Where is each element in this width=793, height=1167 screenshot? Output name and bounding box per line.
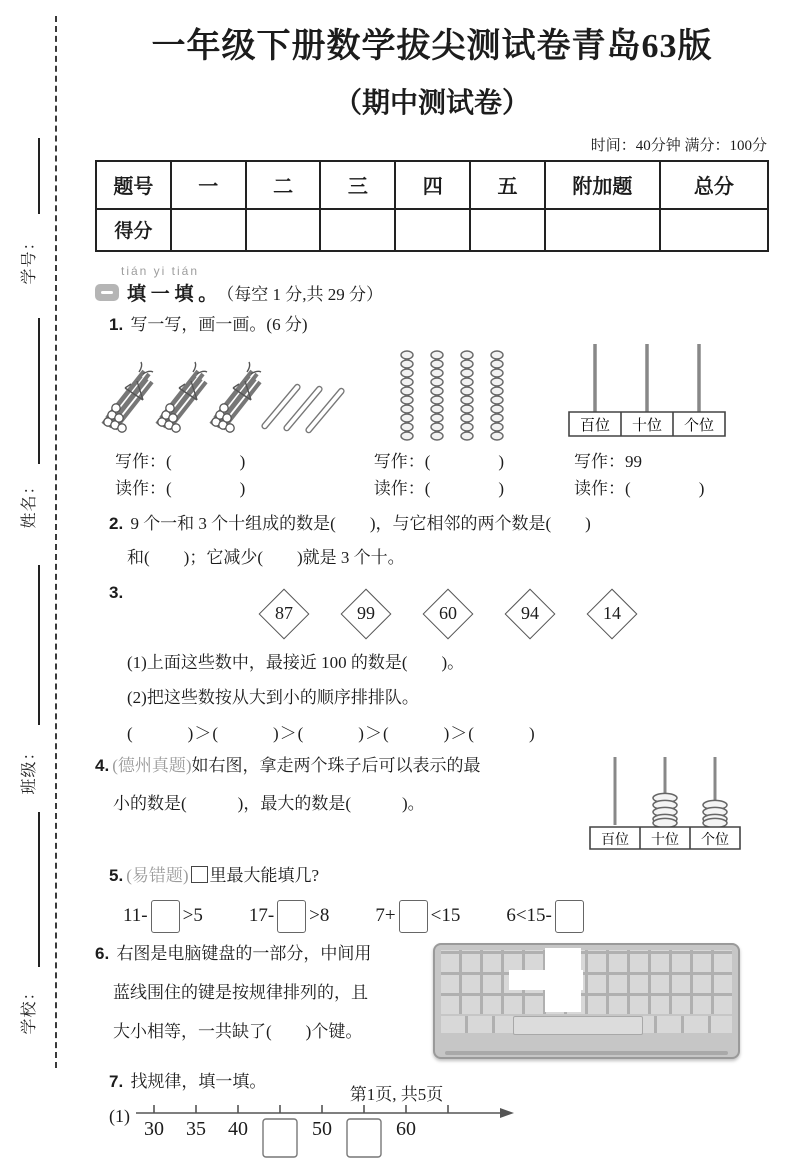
- score-cell: [320, 209, 395, 251]
- q4-source-tag: (德州真题): [112, 755, 192, 775]
- class-label: 班级：: [21, 743, 38, 795]
- school-label: 学校：: [21, 983, 38, 1035]
- score-col-4: 四: [395, 161, 470, 209]
- answer-box: [347, 1119, 381, 1157]
- q6-number: 6.: [95, 943, 110, 963]
- diamond-87: 87: [258, 588, 309, 639]
- q5-text: 里最大能填几?: [209, 866, 320, 886]
- q7-number: 7.: [109, 1071, 124, 1091]
- q6-line1: 右图是电脑键盘的一部分，中间用: [116, 943, 372, 963]
- q1-text: 写一写，画一画。(6 分): [130, 314, 308, 334]
- keyboard-keys: [441, 950, 732, 1014]
- q3-sub2: (2)把这些数按从大到小的顺序排排队。: [127, 688, 419, 708]
- class-blank-line: [38, 565, 40, 725]
- score-row-label: 得分: [96, 209, 171, 251]
- q4-place-tens: 十位: [651, 832, 679, 848]
- page-footer: 第1页, 共5页: [349, 1085, 444, 1104]
- q2-line2: 和( )；它减少( )就是 3 个十。: [127, 548, 405, 568]
- bead-sticks-figure: [350, 350, 555, 447]
- question-4: [95, 753, 769, 859]
- answer-box: [277, 900, 306, 933]
- q1-col1-read: 读作：( ): [115, 479, 246, 499]
- section-number-icon: [95, 284, 119, 301]
- score-cell: [395, 209, 470, 251]
- section-1-header: [95, 264, 769, 306]
- score-col-1: 一: [171, 161, 246, 209]
- section-1-title: 填 一 填 。: [127, 283, 218, 305]
- tick-label-30: 30: [144, 1117, 164, 1140]
- score-col-2: 二: [246, 161, 321, 209]
- score-col-3: 三: [320, 161, 395, 209]
- score-cell: [545, 209, 660, 251]
- time-score-meta: 时间：40分钟 满分：100分: [590, 137, 767, 154]
- q5-expression-2: 17- >8: [249, 900, 330, 933]
- score-cell: [246, 209, 321, 251]
- score-table: [95, 160, 769, 252]
- q1-col1-write: 写作：( ): [115, 451, 246, 471]
- q5-square-icon: [191, 866, 208, 883]
- q3-order-blanks: ( )＞( )＞( )＞( )＞( ): [127, 723, 536, 743]
- name-blank-line: [38, 318, 40, 464]
- q5-expressions: [109, 900, 769, 933]
- answer-box: [399, 900, 428, 933]
- question-6: [95, 941, 769, 1059]
- arrow-icon: [500, 1108, 514, 1118]
- page-title: 一年级下册数学拔尖测试卷青岛63版: [151, 28, 713, 65]
- page-subtitle: （期中测试卷）: [333, 87, 530, 119]
- question-3: [95, 580, 769, 747]
- q1-answer-row-write: [95, 450, 769, 475]
- q2-line1: 9 个一和 3 个十组成的数是( )，与它相邻的两个数是( ): [130, 514, 591, 534]
- score-col-bonus: 附加题: [545, 161, 660, 209]
- keyboard-spacebar: [513, 1016, 643, 1035]
- q5-number: 5.: [109, 866, 124, 886]
- section-1-note: （每空 1 分,共 29 分）: [217, 284, 384, 304]
- diamond-99: 99: [340, 588, 391, 639]
- score-col-5: 五: [470, 161, 545, 209]
- q1-number: 1.: [109, 314, 124, 334]
- q1-place-tens: 十位: [631, 417, 663, 434]
- q4-line1: 如右图，拿走两个珠子后可以表示的最: [191, 755, 481, 775]
- q3-diamond-row: [126, 590, 769, 638]
- tick-label-50: 50: [312, 1117, 332, 1140]
- tick-label-35: 35: [186, 1117, 206, 1140]
- score-table-score-row: [96, 209, 768, 251]
- q6-line2: 蓝线围住的键是按规律排列的，且: [113, 982, 368, 1002]
- number-line-figure: [130, 1101, 530, 1167]
- score-col-label: 题号: [96, 161, 171, 209]
- keyboard-missing-keys-gap: [509, 970, 583, 990]
- score-cell: [171, 209, 246, 251]
- tick-label-40: 40: [228, 1117, 248, 1140]
- question-2: [95, 511, 769, 572]
- score-col-total: 总分: [660, 161, 768, 209]
- q1-place-ones: 个位: [683, 417, 715, 434]
- q5-expression-4: 6<15-: [506, 900, 587, 933]
- answer-box: [555, 900, 584, 933]
- q7-sub-number: (1): [109, 1105, 130, 1126]
- score-cell: [470, 209, 545, 251]
- q5-expression-3: 7+ <15: [375, 900, 460, 933]
- answer-box: [151, 900, 180, 933]
- seal-dashed-line: [55, 16, 57, 1068]
- q7-text: 找规律，填一填。: [130, 1071, 267, 1091]
- q5-tag: (易错题): [126, 866, 189, 886]
- score-table-header-row: [96, 161, 768, 209]
- q4-line2: 小的数是( )，最大的数是( )。: [113, 794, 425, 814]
- empty-abacus-figure: [555, 342, 765, 447]
- section-1-pinyin: tián yi tián: [121, 263, 200, 278]
- q4-place-hundreds: 百位: [601, 832, 629, 848]
- diamond-60: 60: [422, 588, 473, 639]
- question-1: [95, 312, 769, 338]
- diamond-94: 94: [504, 588, 555, 639]
- tick-label-60: 60: [396, 1117, 416, 1140]
- q6-line3: 大小相等，一共缺了( )个键。: [113, 1022, 363, 1042]
- school-blank-line: [38, 812, 40, 967]
- q3-number: 3.: [109, 582, 124, 602]
- q4-place-ones: 个位: [701, 832, 729, 848]
- answer-box: [263, 1119, 297, 1157]
- q1-col3-write: 写作：99: [574, 451, 643, 471]
- stick-bundles-figure: [95, 350, 350, 447]
- q1-place-hundreds: 百位: [579, 417, 611, 434]
- q4-abacus-figure: [585, 753, 750, 859]
- student-id-blank-line: [38, 138, 40, 214]
- q1-col2-write: 写作：( ): [373, 451, 505, 471]
- student-id-label: 学号：: [21, 233, 38, 285]
- score-cell: [660, 209, 768, 251]
- q1-col2-read: 读作：( ): [373, 479, 505, 499]
- q1-col3-read: 读作：( ): [574, 479, 705, 499]
- diamond-14: 14: [586, 588, 637, 639]
- q1-figures: [95, 342, 769, 447]
- question-5: [95, 863, 769, 932]
- keyboard-base: [445, 1051, 728, 1055]
- q3-sub1: (1)上面这些数中，最接近 100 的数是( )。: [127, 652, 465, 672]
- q4-number: 4.: [95, 755, 110, 775]
- keyboard-figure: [433, 943, 740, 1059]
- name-label: 姓名：: [21, 477, 38, 529]
- q1-answer-row-read: [95, 477, 769, 502]
- q2-number: 2.: [109, 514, 124, 534]
- q5-expression-1: 11- >5: [123, 900, 203, 933]
